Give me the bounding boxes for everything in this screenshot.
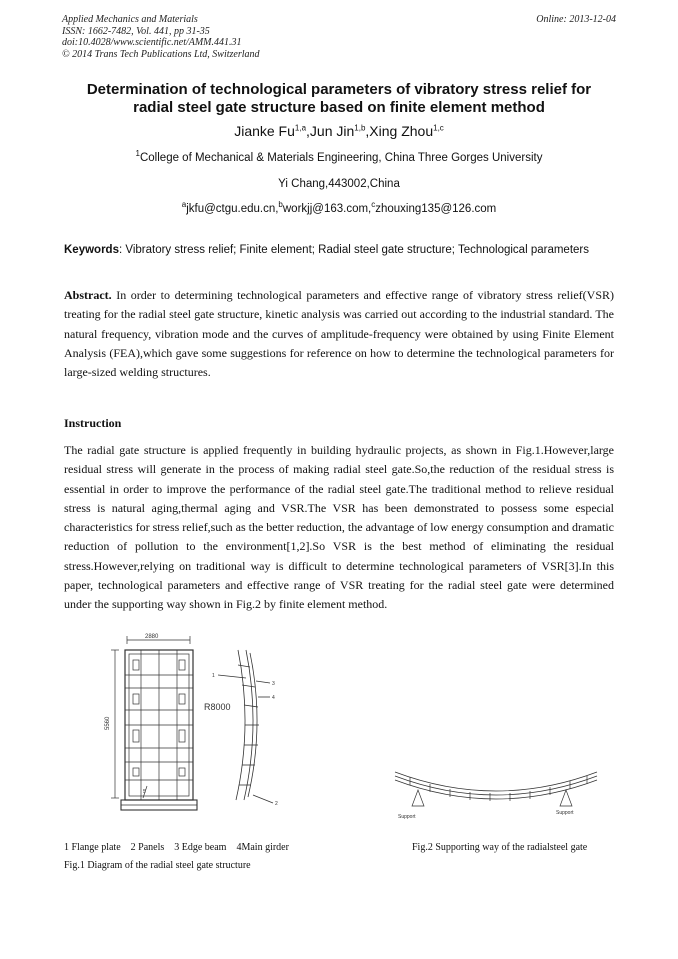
fig1-caption: Fig.1 Diagram of the radial steel gate structure (64, 860, 251, 871)
title-line-1: Determination of technological parameters of vibratory stress relief for (86, 81, 592, 98)
online-date: Online: 2013-12-04 (536, 14, 616, 25)
keywords-label: Keywords (64, 244, 119, 256)
abstract (64, 286, 614, 382)
affiliation (40, 149, 638, 164)
author-name: Xing Zhou (369, 123, 434, 139)
fig1-label-2: 2 (275, 801, 278, 807)
email-sup: c (371, 200, 376, 210)
email[interactable]: workjj@163.com, (282, 203, 372, 215)
fig1-label-5: 5 (143, 789, 146, 795)
journal-name: Applied Mechanics and Materials (62, 14, 198, 25)
author-sup: 1,c (433, 123, 444, 133)
fig1-label-1: 1 (212, 673, 215, 679)
fig1-radius-label: R8000 (204, 702, 231, 712)
author-name: Jianke Fu (234, 123, 295, 139)
keywords (64, 241, 614, 259)
intro-paragraph: The radial gate structure is applied frequently in building hydraulic projects, as shown in Fig.1.However,large residual stress will generate in the process of making radial steel gate.So,the reduction of the residual stress is essential in order to improve the performance of the radial steel gate.The traditional method to relieve residual stress is natural aging,thermal aging and VSR.The VSR has been demonstrated to possess some especial characteristics for stress relief,such as the better reduction, the advantage of low energy consumption and dramatic reduction of pollution to the environment[1,2].So VSR is the best method of eliminating the residual stress.However,relying on traditional way is difficult to determine technological parameters of VSR[3].In this paper, technological parameters and effective range of VSR treating for the radial steel gate were determined under the supporting way shown in Fig.2 by finite element method. (64, 443, 614, 612)
section-heading: Instruction (64, 416, 122, 430)
email[interactable]: zhouxing135@126.com (375, 203, 497, 215)
affiliation-sup: 1 (135, 149, 140, 159)
fig1-label-4: 4 (272, 695, 275, 701)
paper-title (40, 81, 638, 117)
affiliation-city: Yi Chang,443002,China (278, 178, 400, 190)
fig2-support-left: Support (398, 814, 416, 820)
issn: ISSN: 1662-7482, Vol. 441, pp 31-35 (62, 25, 210, 37)
fig1-height-dim: 5560 (105, 716, 111, 730)
email-sup: b (278, 200, 283, 210)
fig2-caption: Fig.2 Supporting way of the radialsteel gate (412, 842, 588, 853)
fig1-width-dim: 2880 (145, 634, 159, 640)
affiliation-text: College of Mechanical & Materials Engineering, China Three Gorges University (139, 152, 543, 164)
figure-2-supporting-way (390, 760, 602, 820)
fig1-label-3: 3 (272, 681, 275, 687)
copyright: © 2014 Trans Tech Publications Ltd, Switzerland (62, 48, 260, 60)
email-list (40, 200, 638, 215)
fig1-legend: 1 Flange plate 2 Panels 3 Edge beam 4Main girder (64, 842, 289, 853)
email-sup: a (181, 200, 187, 210)
author-sup: 1,a (294, 123, 307, 133)
abstract-label: Abstract. (64, 288, 112, 302)
author-list: Jianke Fu$^{1,a}$,Jun Jin$^{1,b}$,Xing Zhou$^{1,c}$ (234, 123, 444, 139)
title-line-2: radial steel gate structure based on finite element method (133, 99, 545, 116)
fig2-support-right: Support (556, 810, 574, 816)
author-sup: 1,b (354, 123, 366, 133)
author-name: Jun Jin (309, 123, 355, 139)
abstract-text: In order to determining technological parameters and effective range of vibratory stress relief(VSR) treating for the radial steel gate structure, kinetic analysis was carried out according to the industrial standard. The natural frequency, vibration mode and the curves of amplitude-frequency were obtained by using Finite Element Analysis (FEA),which gave some suggestions for reference on how to determine the technological parameters for large-sized welding structures. (64, 288, 614, 380)
email[interactable]: jkfu@ctgu.edu.cn, (186, 203, 279, 215)
figure-1-gate-side (198, 645, 288, 810)
keywords-text: : Vibratory stress relief; Finite element; Radial steel gate structure; Technological parameters (118, 244, 589, 256)
journal-meta (62, 14, 260, 60)
doi[interactable]: doi:10.4028/www.scientific.net/AMM.441.31 (62, 37, 242, 48)
